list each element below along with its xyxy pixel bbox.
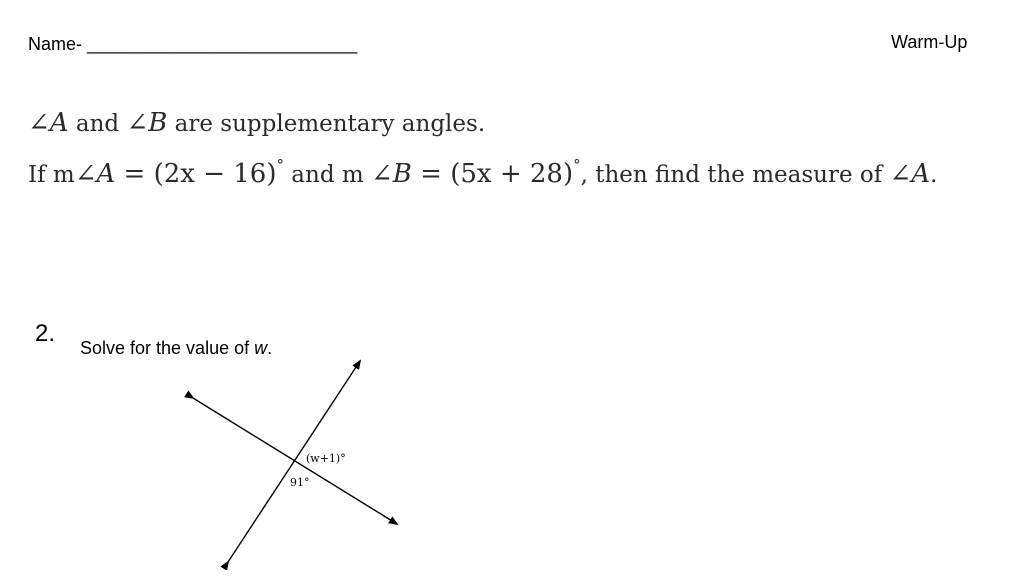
angle-a-symbol: ∠A (28, 108, 69, 138)
angle-a-symbol: ∠A (74, 159, 116, 189)
question-2-number: 2. (35, 320, 56, 347)
prompt-prefix: Solve for the value of (80, 338, 255, 358)
prompt-variable: w (254, 338, 268, 358)
if-text: If m (28, 162, 75, 188)
angle-b-symbol: ∠B (126, 108, 168, 138)
problem-1 (28, 108, 1008, 191)
statement-tail: are supplementary angles. (167, 111, 486, 137)
question-tail: , then find the measure of (580, 162, 890, 188)
degree-symbol: ° (573, 156, 581, 174)
warmup-title: Warm-Up (891, 32, 968, 52)
angle-a-symbol: ∠A (889, 159, 931, 189)
problem-1-statement (28, 108, 1008, 139)
prompt-suffix: . (267, 338, 273, 358)
angle-label-w: (w+1)° (306, 452, 346, 465)
connector-text: and (68, 111, 127, 137)
angle-b-symbol: ∠B (371, 159, 412, 189)
line-2 (193, 398, 397, 524)
angle-label-91: 91° (290, 476, 310, 489)
expression-b: = (5x + 28) (411, 159, 574, 189)
degree-symbol: ° (276, 156, 284, 174)
period: . (930, 162, 938, 188)
expression-a: = (2x − 16) (115, 159, 277, 189)
problem-1-question (28, 149, 1008, 191)
and-m-text: and m (284, 162, 371, 188)
intersecting-lines-diagram (180, 350, 420, 570)
name-field-label: Name- ___________________________ (28, 34, 358, 54)
